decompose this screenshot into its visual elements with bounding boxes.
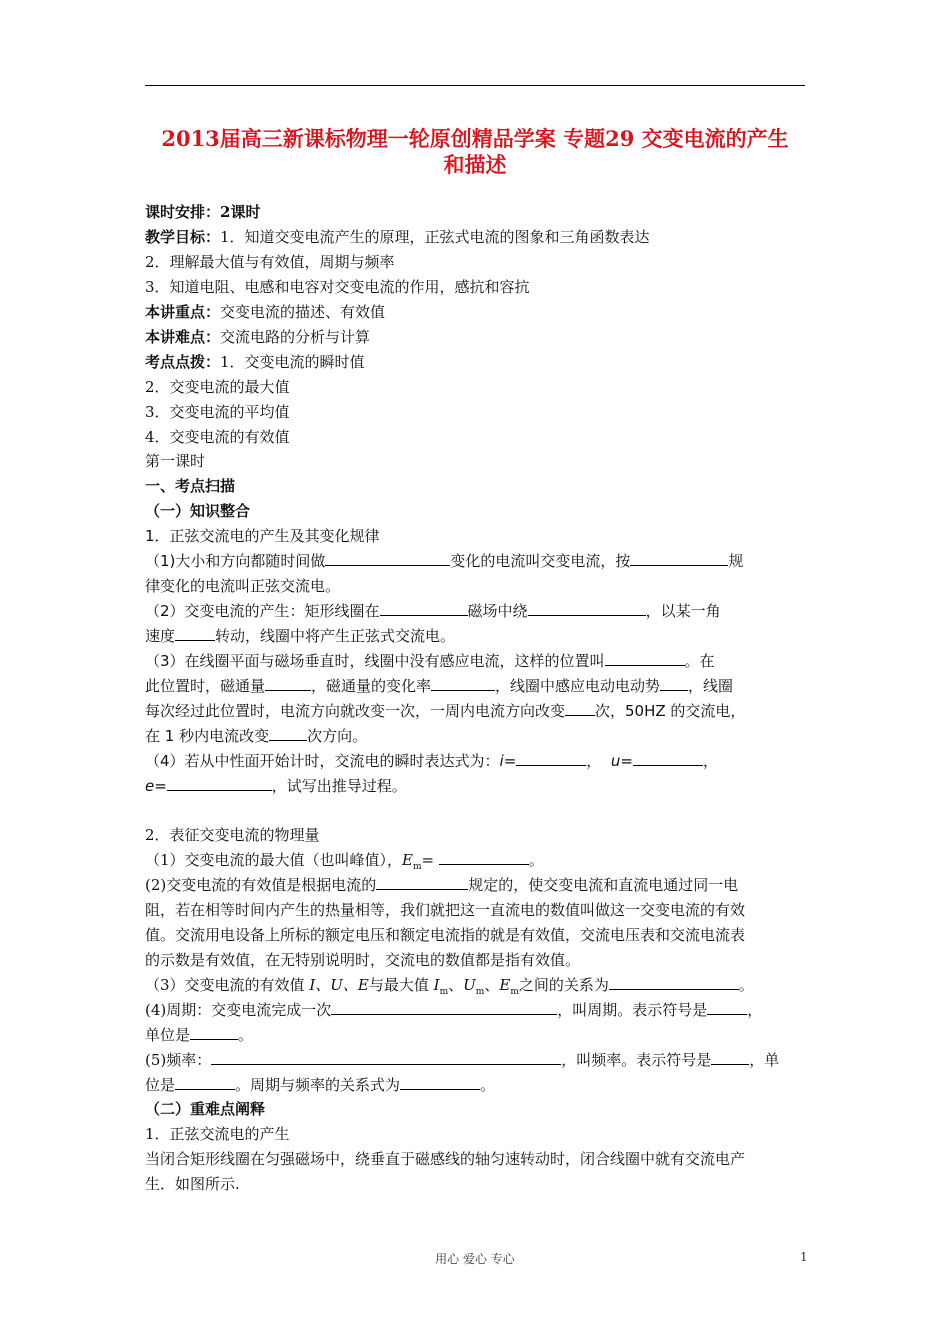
blank[interactable] <box>711 1050 749 1065</box>
item1-line1 <box>145 551 817 571</box>
q4b: ，叫周期。表示符号是 <box>557 1001 708 1019</box>
explain-title: 1．正弦交流电的产生 <box>145 1125 290 1143</box>
schedule-value: 2课时 <box>220 203 261 221</box>
explain-line2: 生．如图所示. <box>145 1175 240 1193</box>
item1-line6 <box>145 676 817 696</box>
blank[interactable] <box>609 975 739 990</box>
blank[interactable] <box>190 1025 238 1040</box>
points-label: 考点点拨： <box>145 353 221 371</box>
item2-line2 <box>145 875 817 895</box>
p3e: ，线圈中感应电动电动势 <box>495 677 661 695</box>
q5f: 。 <box>480 1076 496 1094</box>
q3-vars: I、U、E <box>309 976 369 994</box>
explain-line1: 当闭合矩形线圈在匀强磁场中，绕垂直于磁感线的轴匀速转动时，闭合线圈中就有交流电产 <box>145 1150 746 1168</box>
q5a: (5)频率： <box>145 1051 212 1069</box>
blank[interactable] <box>211 1050 561 1065</box>
blank[interactable] <box>380 601 468 616</box>
q1-sub: m <box>413 862 422 872</box>
blank[interactable] <box>167 776 272 791</box>
blank[interactable] <box>565 701 595 716</box>
q3a: （3）交变电流的有效值 <box>145 976 310 994</box>
q4c: ， <box>747 1001 763 1019</box>
item2-line7 <box>145 1000 817 1020</box>
p3d: ，磁通量的变化率 <box>311 677 432 695</box>
item1-line10 <box>145 776 817 796</box>
q2a: (2)交变电流的有效值是根据电流的 <box>145 876 377 894</box>
item1-line3 <box>145 601 817 621</box>
document-title-line1: 2013届高三新课标物理一轮原创精品学案 专题29 交变电流的产生 <box>161 126 789 151</box>
p2e: 转动，线圈中将产生正弦式交流电。 <box>215 627 456 645</box>
item2-line9 <box>145 1050 817 1070</box>
point-3: 3．交变电流的平均值 <box>145 403 290 421</box>
item2-line1 <box>145 850 817 877</box>
point-2: 2．交变电流的最大值 <box>145 378 290 396</box>
blank[interactable] <box>331 1000 557 1015</box>
p1c: 规 <box>728 552 744 570</box>
item1-line4 <box>145 626 817 646</box>
item1-line2: 律变化的电流叫正弦交流电。 <box>145 577 341 595</box>
point-1: 1．交变电流的瞬时值 <box>220 353 365 371</box>
item1-line7 <box>145 701 817 721</box>
q5d: 位是 <box>145 1076 176 1094</box>
blank[interactable] <box>265 676 311 691</box>
blank[interactable] <box>528 601 646 616</box>
item2-line4: 值。交流用电设备上所标的额定电压和额定电流指的就是有效值，交流电压表和交流电流表 <box>145 926 746 944</box>
subsection-difficulties: （二）重难点阐释 <box>145 1100 266 1118</box>
p3c: 此位置时，磁通量 <box>145 677 266 695</box>
item1-line9 <box>145 751 817 771</box>
blank[interactable] <box>630 551 728 566</box>
p1b: 变化的电流叫交变电流，按 <box>450 552 631 570</box>
item1-line5 <box>145 651 817 671</box>
p4a: （4）若从中性面开始计时，交流电的瞬时表达式为： <box>145 752 500 770</box>
blank[interactable] <box>376 875 468 890</box>
schedule-label: 课时安排： <box>145 203 221 221</box>
p4b-1: ， <box>586 752 602 770</box>
p3a: （3）在线圈平面与磁场垂直时，线圈中没有感应电流，这样的位置叫 <box>145 652 605 670</box>
blank[interactable] <box>707 1000 747 1015</box>
blank[interactable] <box>175 626 215 641</box>
p2c: ，以某一角 <box>645 602 721 620</box>
blank[interactable] <box>400 1075 480 1090</box>
goal-1: 1．知道交变电流产生的原理，正弦式电流的图象和三角函数表达 <box>220 228 650 246</box>
p3j: 次方向。 <box>307 727 368 745</box>
p2b: 磁场中绕 <box>467 602 528 620</box>
q3-sub-1: m <box>439 987 449 997</box>
p4b-2: ， <box>702 752 718 770</box>
blank[interactable] <box>439 850 529 865</box>
q4e: 。 <box>238 1026 254 1044</box>
q4a: (4)周期：交变电流完成一次 <box>145 1001 332 1019</box>
item2-line10 <box>145 1075 817 1095</box>
p4-i: i= <box>499 752 517 770</box>
footer-slogan: 用心 爱心 专心 <box>435 1252 515 1266</box>
difficulty-label: 本讲难点： <box>145 328 221 346</box>
p2a: （2）交变电流的产生：矩形线圈在 <box>145 602 380 620</box>
q1a: （1）交变电流的最大值（也叫峰值）， <box>145 851 403 869</box>
item2-line8 <box>145 1025 817 1045</box>
goals-line <box>145 227 817 247</box>
q4d: 单位是 <box>145 1026 191 1044</box>
schedule-line <box>145 202 817 222</box>
blank[interactable] <box>516 751 586 766</box>
lesson-one: 第一课时 <box>145 452 206 470</box>
points-line <box>145 352 817 372</box>
header-rule <box>145 85 805 86</box>
goal-3: 3．知道电阻、电感和电容对交变电流的作用，感抗和容抗 <box>145 278 530 296</box>
p3g: 每次经过此位置时，电流方向就改变一次，一周内电流方向改变 <box>145 702 566 720</box>
difficulty-line <box>145 327 817 347</box>
q3-umax: U <box>463 976 476 994</box>
q1-eq: = <box>421 851 435 869</box>
p4-e: e= <box>145 777 167 795</box>
p3h: 次，50HZ 的交流电， <box>595 702 746 720</box>
item2-line3: 阻，若在相等时间内产生的热量相等，我们就把这一直流电的数值叫做这一交变电流的有效 <box>145 901 746 919</box>
item2-line6: （3）交变电流的有效值 I、U、E与最大值 $I_m$、$U_m$、$E_m$之间的关系为 。 <box>145 976 754 997</box>
q5b: ，叫频率。表示符号是 <box>561 1051 712 1069</box>
item1-line8 <box>145 726 817 746</box>
key-point-label: 本讲重点： <box>145 303 221 321</box>
goal-2: 2．理解最大值与有效值，周期与频率 <box>145 253 395 271</box>
document-title-line2: 和描述 <box>443 152 507 177</box>
difficulty-value: 交流电路的分析与计算 <box>220 328 371 346</box>
q2b: 规定的，使交变电流和直流电通过同一电 <box>468 876 739 894</box>
blank[interactable] <box>633 751 703 766</box>
item1-title: 1．正弦交流电的产生及其变化规律 <box>145 527 380 545</box>
q3-emax: E <box>499 976 511 994</box>
q3-sub-3: m <box>510 987 519 997</box>
page-number: 1 <box>800 1250 808 1264</box>
q3-sub-2: m <box>475 987 485 997</box>
q3b: 与最大值 <box>368 976 434 994</box>
blank[interactable] <box>269 726 307 741</box>
blank[interactable] <box>325 551 450 566</box>
point-4: 4．交变电流的有效值 <box>145 428 290 446</box>
p3f: ，线圈 <box>688 677 734 695</box>
blank[interactable] <box>431 676 495 691</box>
q3d: 。 <box>738 976 754 994</box>
q3c: 之间的关系为 <box>518 976 609 994</box>
q5c: ，单 <box>749 1051 780 1069</box>
q5e: 。周期与频率的关系式为 <box>235 1076 401 1094</box>
subsection-knowledge: （一）知识整合 <box>145 502 251 520</box>
blank[interactable] <box>605 651 685 666</box>
p3i: 在 1 秒内电流改变 <box>145 727 270 745</box>
blank[interactable] <box>660 676 688 691</box>
goals-label: 教学目标： <box>145 228 221 246</box>
p4-u: u= <box>610 752 633 770</box>
p3b: 。在 <box>684 652 715 670</box>
item2-title: 2．表征交变电流的物理量 <box>145 826 320 844</box>
p4c: ，试写出推导过程。 <box>271 777 407 795</box>
section-heading-scan: 一、考点扫描 <box>145 477 236 495</box>
key-point-line <box>145 302 817 322</box>
q1-em: E <box>402 851 413 869</box>
item2-line5: 的示数是有效值，在无特别说明时，交流电的数值都是指有效值。 <box>145 951 581 969</box>
q1b: 。 <box>528 851 544 869</box>
p2d: 速度 <box>145 627 176 645</box>
key-point-value: 交变电流的描述、有效值 <box>220 303 386 321</box>
blank[interactable] <box>175 1075 235 1090</box>
q3-imax: I <box>433 976 440 994</box>
p1a: （1)大小和方向都随时间做 <box>145 552 326 570</box>
